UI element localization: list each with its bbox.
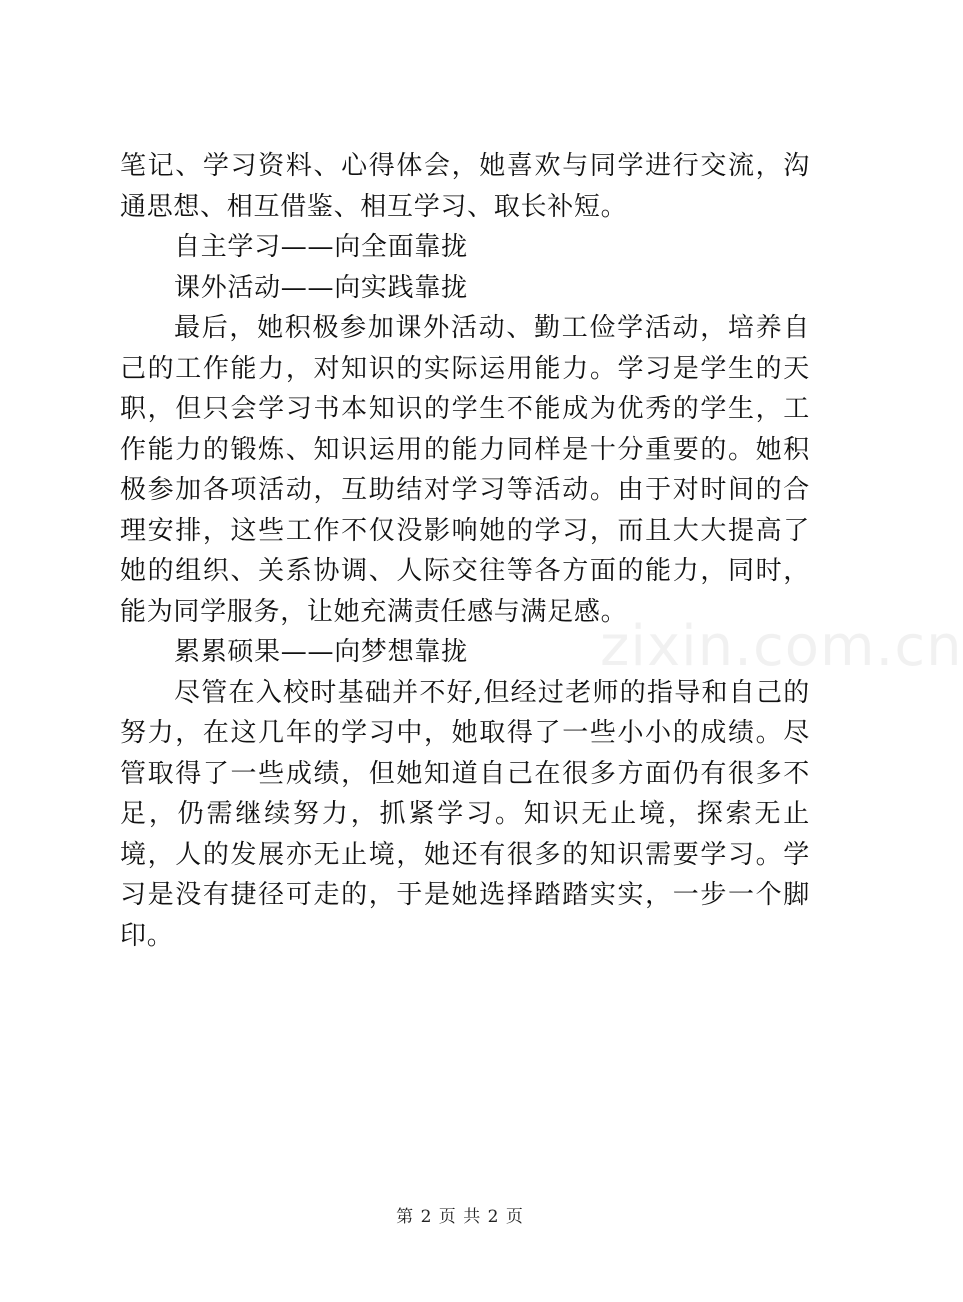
document-body [120, 146, 810, 956]
paragraph-continuation: 笔记、学习资料、心得体会，她喜欢与同学进行交流，沟通思想、相互借鉴、相互学习、取长补短。 [120, 151, 810, 222]
paragraph-activities: 最后，她积极参加课外活动、勤工俭学活动，培养自己的工作能力，对知识的实际运用能力。学习是学生的天职，但只会学习书本知识的学生不能成为优秀的学生，工作能力的锻炼、知识运用的能力同样是十分重要的。她积极参加各项活动，互助结对学习等活动。由于对时间的合理安排，这些工作不仅没影响她的学习，而且大大提高了她的组织、关系协调、人际交往等各方面的能力，同时，能为同学服务，让她充满责任感与满足感。 [120, 313, 810, 627]
watermark-text: zixin.com.cn [600, 614, 963, 679]
page-footer: 第 2 页 共 2 页 [396, 1207, 524, 1227]
section-heading-extracurricular: 课外活动——向实践靠拢 [174, 272, 468, 303]
section-heading-achievements: 累累硕果——向梦想靠拢 [174, 637, 468, 667]
section-heading-self-study: 自主学习——向全面靠拢 [174, 232, 468, 262]
paragraph-achievements: 尽管在入校时基础并不好,但经过老师的指导和自己的努力，在这几年的学习中，她取得了一些小小的成绩。尽管取得了一些成绩，但她知道自己在很多方面仍有很多不足，仍需继续努力，抓紧学习。知识无止境，探索无止境，人的发展亦无止境，她还有很多的知识需要学习。学习是没有捷径可走的，于是她选择踏踏实实，一步一个脚印。 [120, 677, 810, 951]
